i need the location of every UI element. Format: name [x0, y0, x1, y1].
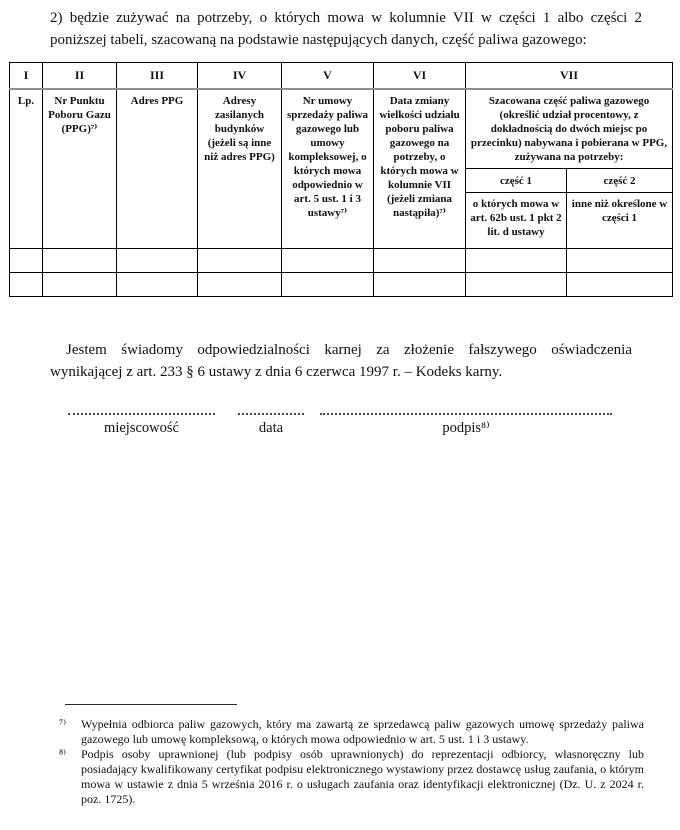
header-data-zmiany: Data zmiany wielkości udziału poboru paliwa gazowego na potrzeby, o których mowa w kolumnie VII (jeżeli zmiana nastąpiła)⁷⁾	[374, 89, 466, 249]
form-table-container	[9, 62, 673, 297]
header-czesc-1-desc: o których mowa w art. 62b ust. 1 pkt 2 lit. d ustawy	[466, 193, 567, 249]
col-numeral-5: V	[282, 63, 374, 89]
col-numeral-2: II	[43, 63, 117, 89]
signature-place-line	[68, 408, 215, 415]
header-czesc-2-desc: inne niż określone w części 1	[567, 193, 673, 249]
footnotes-section	[55, 717, 644, 807]
empty-cell	[567, 249, 673, 273]
empty-cell	[10, 249, 43, 273]
header-adresy-budynkow: Adresy zasilanych budynków (jeżeli są inne niż adres PPG)	[198, 89, 282, 249]
col-numeral-1: I	[10, 63, 43, 89]
declaration-paragraph: Jestem świadomy odpowiedzialności karnej za złożenie fałszywego oświadczenia wynikającej z art. 233 § 6 ustawy z dnia 6 czerwca 1997 r. – Kodeks karny.	[50, 342, 632, 380]
header-czesc-1: część 1	[466, 169, 567, 193]
footnote-7-text: Wypełnia odbiorca paliw gazowych, który ma zawartą ze sprzedawcą paliw gazowych umowę sprzedaży paliwa gazowego lub umowę kompleksową, o których mowa odpowiednio w art. 5 ust. 1 i 3 ustawy.	[81, 717, 644, 746]
footnote-8	[55, 747, 644, 807]
footnote-7	[55, 717, 644, 747]
empty-cell	[282, 249, 374, 273]
empty-cell	[466, 249, 567, 273]
empty-cell	[374, 273, 466, 297]
signature-place-label: miejscowość	[104, 420, 179, 436]
col-numeral-7: VII	[466, 63, 673, 89]
footnote-8-marker: ⁸⁾	[59, 747, 67, 761]
header-adres-ppg: Adres PPG	[117, 89, 198, 249]
header-szacowana-czesc: Szacowana część paliwa gazowego (określić udział procentowy, z dokładnością do dwóch miejsc po przecinku) nabywana i pobierana w PPG, zużywana na potrzeby:	[466, 89, 673, 169]
empty-cell	[198, 273, 282, 297]
footnote-8-text: Podpis osoby uprawnionej (lub podpisy osób uprawnionych) do reprezentacji odbiorcy, własnoręczny lub posiadający kwalifikowany certyfikat podpisu elektronicznego wystawiony przez dostawcę usług zaufania, o którym mowa w ustawie z dnia 5 września 2016 r. o usługach zaufania oraz identyfikacji elektronicznej (Dz. U. z 2024 r. poz. 1725).	[81, 747, 644, 806]
header-lp: Lp.	[10, 89, 43, 249]
col-numeral-3: III	[117, 63, 198, 89]
table-row-numerals	[10, 63, 673, 89]
signature-date-block	[238, 408, 304, 437]
empty-cell	[117, 273, 198, 297]
table-row-empty-2	[10, 273, 673, 297]
header-nr-ppg: Nr Punktu Poboru Gazu (PPG)⁷⁾	[43, 89, 117, 249]
empty-cell	[117, 249, 198, 273]
signature-date-label: data	[258, 420, 284, 436]
signature-sign-block	[320, 408, 612, 437]
empty-cell	[43, 273, 117, 297]
signature-sign-line	[320, 408, 612, 415]
empty-cell	[10, 273, 43, 297]
intro-paragraph: 2) będzie zużywać na potrzeby, o których mowa w kolumnie VII w części 1 albo części 2 poniższej tabeli, szacowaną na podstawie następujących danych, część paliwa gazowego:	[50, 10, 642, 48]
table-row-empty-1	[10, 249, 673, 273]
header-czesc-2: część 2	[567, 169, 673, 193]
signature-place-block	[68, 408, 215, 437]
header-nr-umowy: Nr umowy sprzedaży paliwa gazowego lub umowy kompleksowej, o których mowa odpowiednio w art. 5 ust. 1 i 3 ustawy⁷⁾	[282, 89, 374, 249]
empty-cell	[466, 273, 567, 297]
empty-cell	[43, 249, 117, 273]
empty-cell	[374, 249, 466, 273]
footnote-separator-rule	[65, 704, 237, 705]
empty-cell	[567, 273, 673, 297]
col-numeral-4: IV	[198, 63, 282, 89]
footnote-7-marker: ⁷⁾	[59, 717, 67, 731]
empty-cell	[198, 249, 282, 273]
col-numeral-6: VI	[374, 63, 466, 89]
table-row-headers	[10, 89, 673, 169]
form-table	[9, 62, 673, 297]
signature-sign-label: podpis⁸⁾	[442, 420, 490, 436]
signature-date-line	[238, 408, 304, 415]
empty-cell	[282, 273, 374, 297]
